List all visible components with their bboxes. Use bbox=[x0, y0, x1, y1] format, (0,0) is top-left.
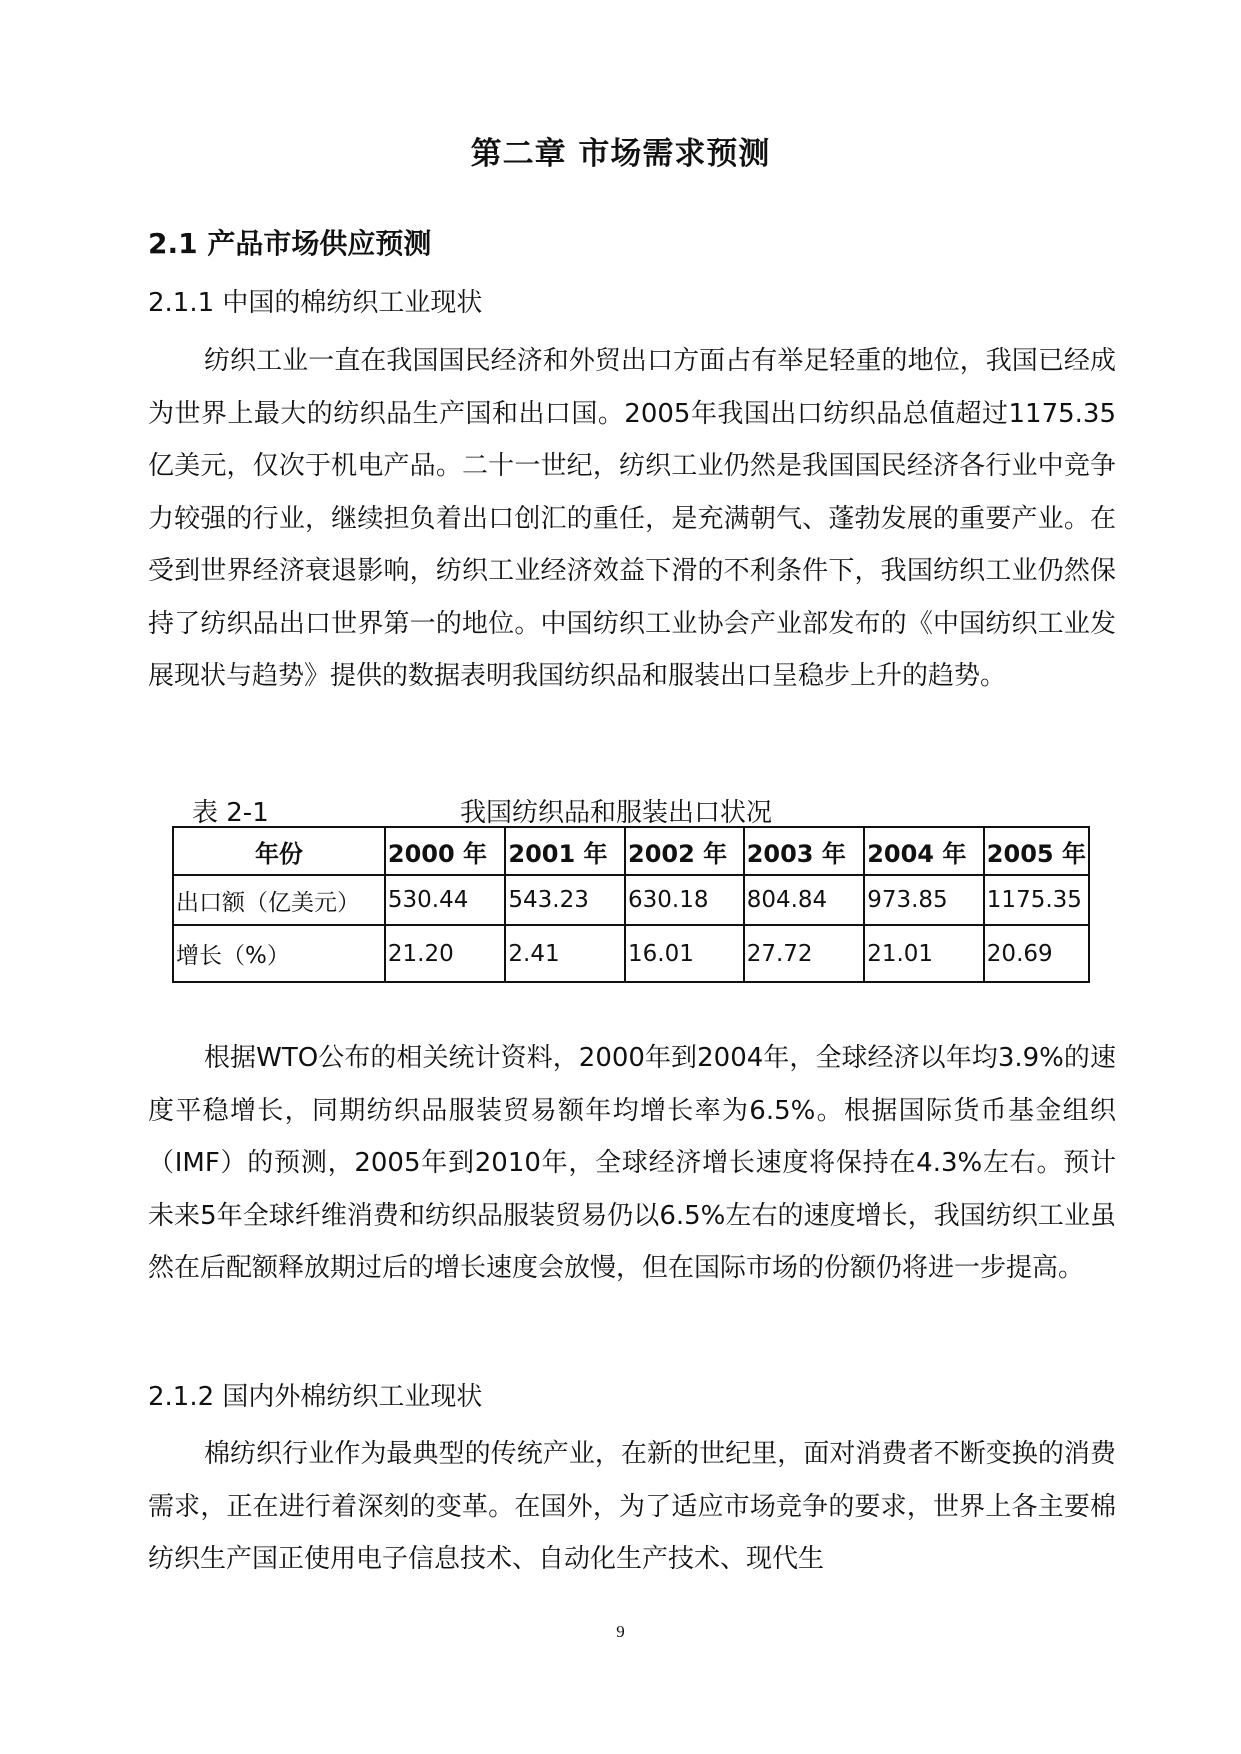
subsection-title-1: 2.1.1 中国的棉纺织工业现状 bbox=[148, 288, 483, 318]
table-header-cell: 2002 年 bbox=[625, 827, 744, 875]
table-cell: 20.69 bbox=[984, 925, 1089, 982]
table-cell: 804.84 bbox=[744, 875, 865, 925]
table-cell: 2.41 bbox=[505, 925, 625, 982]
table-cell: 1175.35 bbox=[984, 875, 1089, 925]
chapter-title: 第二章 市场需求预测 bbox=[470, 136, 771, 172]
table-header-cell: 2003 年 bbox=[744, 827, 865, 875]
subsection-title-2: 2.1.2 国内外棉纺织工业现状 bbox=[148, 1382, 483, 1412]
table-row-export-value bbox=[173, 875, 1089, 925]
paragraph-3: 棉纺织行业作为最典型的传统产业，在新的世纪里，面对消费者不断变换的消费需求，正在进行着深刻的变革。在国外，为了适应市场竞争的要求，世界上各主要棉纺织生产国正使用电子信息技术、自动化生产技术、现代生 bbox=[148, 1439, 1116, 1574]
table-cell: 出口额（亿美元） bbox=[173, 875, 385, 925]
table-header-cell: 2000 年 bbox=[385, 827, 506, 875]
table-header-cell: 2001 年 bbox=[505, 827, 625, 875]
table-cell: 630.18 bbox=[625, 875, 744, 925]
table-cell: 27.72 bbox=[744, 925, 865, 982]
section-title: 2.1 产品市场供应预测 bbox=[148, 227, 432, 260]
paragraph-1: 纺织工业一直在我国国民经济和外贸出口方面占有举足轻重的地位，我国已经成为世界上最大的纺织品生产国和出口国。2005年我国出口纺织品总值超过1175.35亿美元，仅次于机电产品。二十一世纪，纺织工业仍然是我国国民经济各行业中竞争力较强的行业，继续担负着出口创汇的重任，是充满朝气、蓬勃发展的重要产业。在受到世界经济衰退影响，纺织工业经济效益下滑的不利条件下，我国纺织工业仍然保持了纺织品出口世界第一的地位。中国纺织工业协会产业部发布的《中国纺织工业发展现状与趋势》提供的数据表明我国纺织品和服装出口呈稳步上升的趋势。 bbox=[148, 346, 1116, 691]
table-cell: 21.20 bbox=[385, 925, 506, 982]
table-header-cell: 2005 年 bbox=[984, 827, 1089, 875]
table-title: 我国纺织品和服装出口状况 bbox=[460, 798, 773, 828]
page-number: 9 bbox=[616, 1622, 625, 1641]
table-header-cell: 年份 bbox=[173, 827, 385, 875]
table-label: 表 2-1 bbox=[192, 798, 269, 828]
table-cell: 543.23 bbox=[505, 875, 625, 925]
table-row-growth bbox=[173, 925, 1089, 982]
table-cell: 973.85 bbox=[864, 875, 984, 925]
table-cell: 21.01 bbox=[864, 925, 984, 982]
table-cell: 增长（%） bbox=[173, 925, 385, 982]
table-header-cell: 2004 年 bbox=[864, 827, 984, 875]
table-header-row bbox=[173, 827, 1089, 875]
table-cell: 530.44 bbox=[385, 875, 506, 925]
table-cell: 16.01 bbox=[625, 925, 744, 982]
paragraph-2: 根据WTO公布的相关统计资料，2000年到2004年，全球经济以年均3.9%的速度平稳增长，同期纺织品服装贸易额年均增长率为6.5%。根据国际货币基金组织（IMF）的预测，2005年到2010年，全球经济增长速度将保持在4.3%左右。预计未来5年全球纤维消费和纺织品服装贸易仍以6.5%左右的速度增长，我国纺织工业虽然在后配额释放期过后的增长速度会放慢，但在国际市场的份额仍将进一步提高。 bbox=[148, 1043, 1116, 1283]
export-table bbox=[172, 826, 1090, 983]
